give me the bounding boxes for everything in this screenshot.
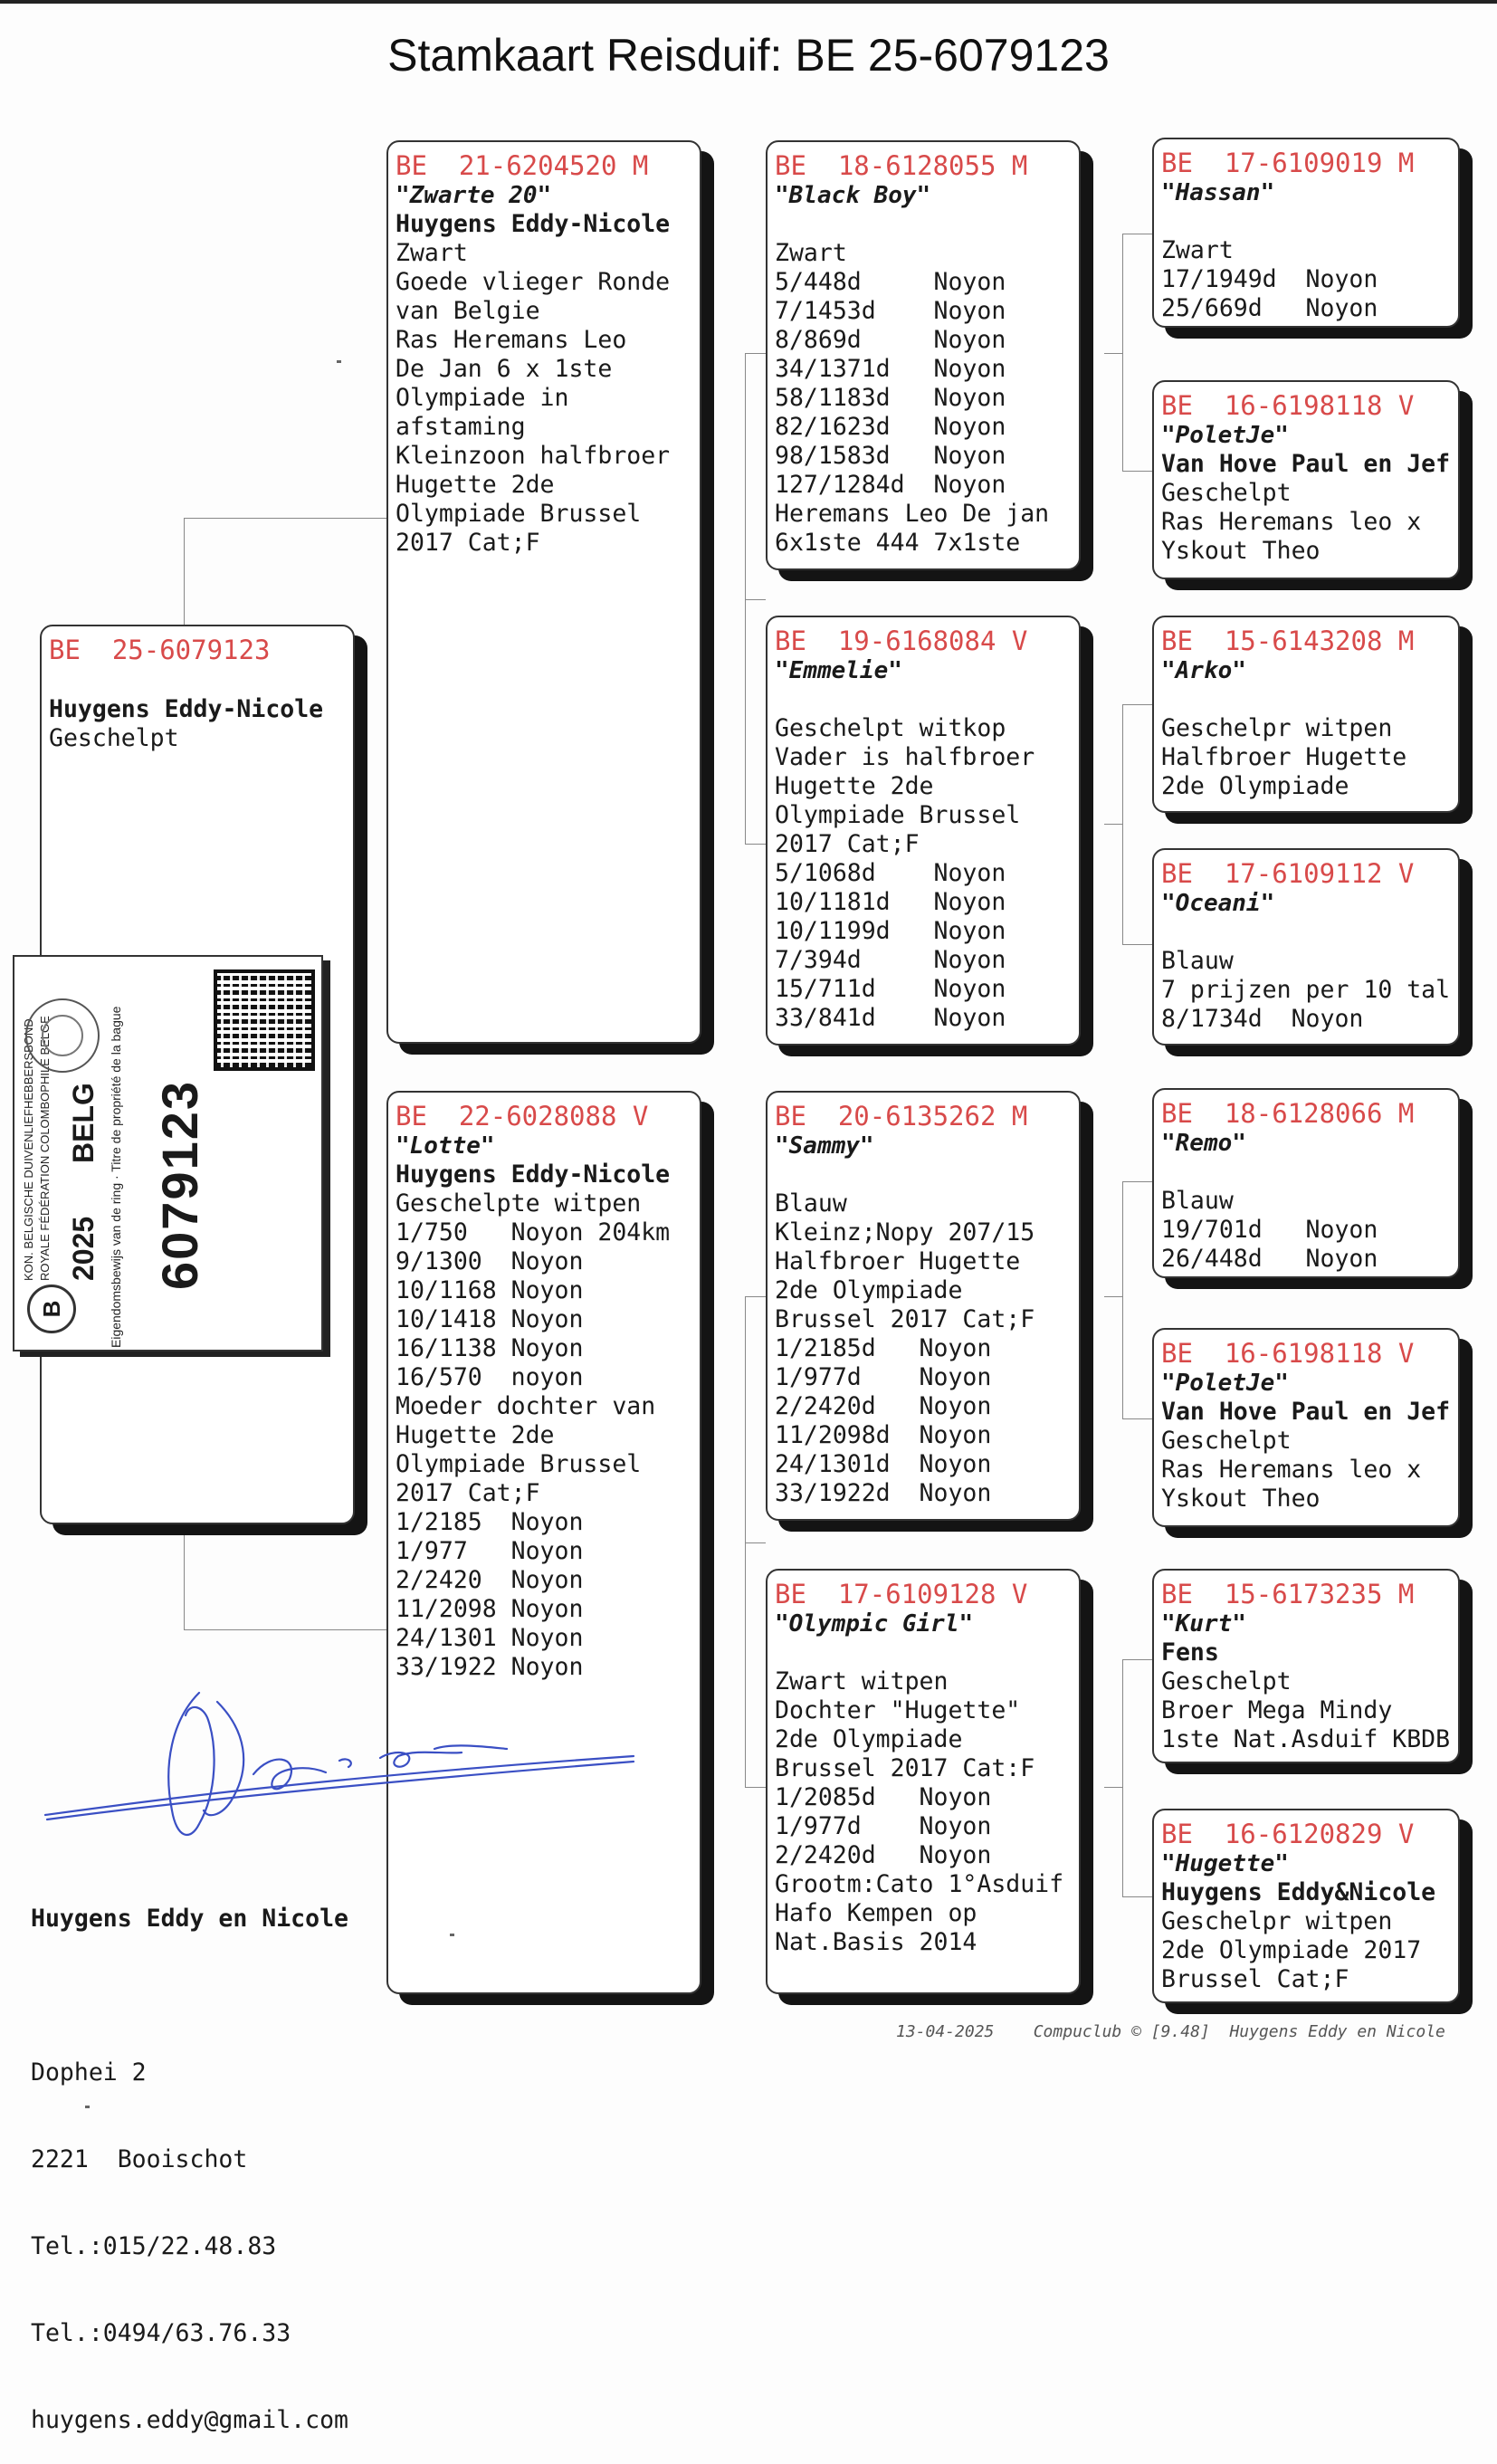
top-border [0,0,1497,4]
connector [745,599,766,600]
card-line: Blauw [1161,1187,1234,1215]
card-line: 2017 Cat;F [396,529,540,557]
card-line: Ras Heremans Leo [396,326,627,354]
ring-number: BE 17-6109128 V [775,1579,1028,1609]
card-line: Yskout Theo [1161,537,1321,565]
card-line: 17/1949d Noyon [1161,265,1378,293]
connector [745,1542,766,1543]
card-line: 2/2420d Noyon [775,1392,992,1420]
pigeon-card-sss [1152,138,1460,328]
card-line: Van Hove Paul en Jef [1161,450,1451,478]
card-line: 15/711d Noyon [775,975,1006,1003]
card-line: 25/669d Noyon [1161,294,1378,322]
card-line: 1/2185 Noyon [396,1508,584,1536]
pigeon-name: "Sammy" [775,1132,874,1160]
pigeon-name: "Lotte" [396,1132,495,1160]
card-line: Grootm:Cato 1°Asduif [775,1870,1064,1898]
connector [745,599,746,844]
card-line: Geschelpt [1161,1667,1292,1695]
connector [1122,1181,1123,1418]
card-line: Olympiade in [396,384,569,412]
pigeon-card-sds [1152,616,1460,813]
kbdb-logo: B [27,1285,76,1333]
card-line: Brussel Cat;F [1161,1965,1349,1993]
federation-emblem-icon [25,998,100,1073]
card-line: 1/977 Noyon [396,1537,584,1565]
card-line: Halfbroer Hugette [775,1247,1021,1275]
ring-number: BE 20-6135262 M [775,1101,1028,1132]
card-line: Nat.Basis 2014 [775,1928,977,1956]
card-line: Zwart witpen [775,1667,949,1695]
pigeon-name: "Hugette" [1161,1850,1289,1877]
card-line: afstaming [396,413,526,441]
signature-icon [36,1666,652,1847]
pigeon-name: "PoletJe" [1161,1370,1289,1397]
card-line: 24/1301d Noyon [775,1450,992,1478]
card-line: 2/2420d Noyon [775,1841,992,1869]
card-line: 1/750 Noyon 204km [396,1218,671,1246]
connector [1122,471,1152,472]
connector [1122,1418,1152,1419]
card-line: Hugette 2de [396,1421,555,1449]
card-line: 2de Olympiade 2017 [1161,1936,1422,1964]
card-line: Broer Mega Mindy [1161,1696,1393,1724]
card-line: Fens [1161,1638,1219,1667]
owner-phone: Tel.:015/22.48.83 [31,2232,277,2260]
card-line: Moeder dochter van [396,1392,656,1420]
card-line: Zwart [396,239,468,267]
connector [1122,704,1152,705]
card-line: 34/1371d Noyon [775,355,1006,383]
pigeon-name: "Arko" [1161,657,1246,684]
scan-speck [337,360,341,363]
card-line: Blauw [775,1189,847,1218]
card-line: Kleinzoon halfbroer [396,442,671,470]
pigeon-name: "Remo" [1161,1130,1246,1157]
card-line: 33/1922d Noyon [775,1479,992,1507]
card-line: 1ste Nat.Asduif KBDB [1161,1725,1451,1753]
connector [745,844,766,845]
card-line: Kleinz;Nopy 207/15 [775,1218,1035,1246]
card-line: Huygens Eddy&Nicole [1161,1878,1436,1906]
owner-email: huygens.eddy@gmail.com [31,2406,348,2434]
card-line: Olympiade Brussel [396,500,642,528]
owner-name: Huygens Eddy en Nicole [31,1905,348,1933]
certificate-org-nl: KON. BELGISCHE DUIVENLIEFHEBBERSBOND [22,1018,35,1281]
card-line: 7 prijzen per 10 tal [1161,976,1451,1004]
footer-credits: 13-04-2025 Compuclub © [9.48] Huygens Eddy en Nicole [896,2022,1445,2041]
connector [1122,944,1152,945]
card-line: Huygens Eddy-Nicole [396,210,671,238]
card-line: Hafo Kempen op [775,1899,977,1927]
connector [745,1296,746,1542]
owner-mobile: Tel.:0494/63.76.33 [31,2319,291,2347]
card-line: Geschelpr witpen [1161,714,1393,742]
card-line: 2/2420 Noyon [396,1566,584,1594]
pigeon-name: "Oceani" [1161,890,1275,917]
ring-number: BE 17-6109019 M [1161,148,1415,178]
scan-speck [85,2106,90,2108]
card-line: Geschelpt [1161,479,1292,507]
card-line: 19/701d Noyon [1161,1216,1378,1244]
pigeon-name: "Hassan" [1161,179,1275,206]
pigeon-card-ddd [1152,1809,1460,2003]
card-line: 127/1284d Noyon [775,471,1006,499]
certificate-country: BELG [67,1083,100,1163]
card-line: Ras Heremans leo x [1161,1456,1422,1484]
connector [1104,353,1122,354]
card-line: 1/2185d Noyon [775,1334,992,1362]
card-line: Zwart [1161,236,1234,264]
pigeon-card-sdd [1152,848,1460,1046]
pigeon-name: "Black Boy" [775,182,931,209]
pigeon-card-dam [386,1091,701,1994]
card-line: Dochter "Hugette" [775,1696,1021,1724]
card-line: 16/570 noyon [396,1363,584,1391]
card-line: 10/1181d Noyon [775,888,1006,916]
card-line: De Jan 6 x 1ste [396,355,613,383]
card-line: 2de Olympiade [1161,772,1349,800]
card-line: Geschelpt [49,724,179,752]
pigeon-name: "Kurt" [1161,1610,1246,1638]
ring-number: BE 16-6198118 V [1161,390,1415,421]
ring-certificate [13,955,323,1351]
certificate-ownership: Eigendomsbewijs van de ring · Titre de propriété de la bague [109,1006,123,1348]
connector [1122,1181,1152,1182]
card-line: Geschelpt [1161,1427,1292,1455]
card-line: 24/1301 Noyon [396,1624,584,1652]
owner-address [31,1847,348,2464]
pigeon-card-sire-dam [766,616,1081,1046]
card-line: Blauw [1161,947,1234,975]
card-line: Geschelpt witkop [775,714,1006,742]
card-line: Van Hove Paul en Jef [1161,1398,1451,1426]
certificate-ring-number: 6079123 [151,1079,208,1290]
pigeon-card-sire [386,140,701,1044]
pigeon-name: "Zwarte 20" [396,182,552,209]
pigeon-card-ssd [1152,380,1460,579]
connector [184,1629,386,1630]
connector [1104,1296,1122,1297]
card-line: 1/977d Noyon [775,1812,992,1840]
card-line: Goede vlieger Ronde [396,268,671,296]
connector [184,518,386,519]
card-line: 82/1623d Noyon [775,413,1006,441]
card-line: 10/1199d Noyon [775,917,1006,945]
ring-number: BE 25-6079123 [49,635,271,665]
card-line: Hugette 2de [396,471,555,499]
card-line: Olympiade Brussel [396,1450,642,1478]
card-line: Huygens Eddy-Nicole [49,695,324,723]
card-line: 8/1734d Noyon [1161,1005,1364,1033]
card-line: 10/1168 Noyon [396,1276,584,1304]
connector [1122,1659,1123,1896]
card-line: van Belgie [396,297,540,325]
pigeon-name: "Olympic Girl" [775,1610,974,1638]
connector [184,518,185,628]
connector [745,1296,766,1297]
owner-city: 2221 Booischot [31,2145,248,2173]
card-line: 11/2098 Noyon [396,1595,584,1623]
card-line: 8/869d Noyon [775,326,1006,354]
ring-number: BE 16-6120829 V [1161,1819,1415,1849]
pigeon-card-dsd [1152,1328,1460,1527]
pigeon-name: "PoletJe" [1161,422,1289,449]
pigeon-card-dss [1152,1088,1460,1278]
connector [745,353,766,354]
card-line: 1/977d Noyon [775,1363,992,1391]
card-line: 58/1183d Noyon [775,384,1006,412]
card-line: Vader is halfbroer [775,743,1035,771]
card-line: 2de Olympiade [775,1725,963,1753]
connector [1122,1896,1152,1897]
ring-number: BE 19-6168084 V [775,626,1028,656]
certificate-org-fr: ROYALE FÉDÉRATION COLOMBOPHILE BELGE [38,1016,52,1281]
card-line: 2017 Cat;F [396,1479,540,1507]
connector [1122,704,1123,944]
card-line: 9/1300 Noyon [396,1247,584,1275]
qr-code-icon [214,969,315,1071]
ring-number: BE 18-6128055 M [775,150,1028,181]
card-line: Hugette 2de [775,772,934,800]
card-line: Halfbroer Hugette [1161,743,1407,771]
card-line: Brussel 2017 Cat:F [775,1754,1035,1782]
card-line: Zwart [775,239,847,267]
card-line: 7/394d Noyon [775,946,1006,974]
card-line: Olympiade Brussel [775,801,1021,829]
card-line: 10/1418 Noyon [396,1305,584,1333]
ring-number: BE 17-6109112 V [1161,858,1415,889]
ring-number: BE 21-6204520 M [396,150,649,181]
card-line: 7/1453d Noyon [775,297,1006,325]
connector [1104,1787,1122,1788]
card-line: 1/2085d Noyon [775,1783,992,1811]
pigeon-card-dam-sire [766,1091,1081,1521]
card-line: 5/1068d Noyon [775,859,1006,887]
card-line: 98/1583d Noyon [775,442,1006,470]
ring-number: BE 15-6143208 M [1161,626,1415,656]
card-line: Geschelpte witpen [396,1189,642,1218]
pigeon-card-sire-sire [766,140,1081,570]
certificate-year: 2025 [67,1216,100,1281]
card-line: 5/448d Noyon [775,268,1006,296]
owner-street: Dophei 2 [31,2058,147,2087]
connector [1104,824,1122,825]
connector [745,1542,746,1787]
page-title: Stamkaart Reisduif: BE 25-6079123 [387,30,1110,81]
card-line: Huygens Eddy-Nicole [396,1160,671,1189]
card-line: 11/2098d Noyon [775,1421,992,1449]
card-line: Yskout Theo [1161,1485,1321,1513]
connector [745,1787,766,1788]
card-line: Heremans Leo De jan [775,500,1050,528]
connector [1122,234,1123,471]
ring-number: BE 18-6128066 M [1161,1098,1415,1129]
pigeon-name: "Emmelie" [775,657,902,684]
card-line: 2de Olympiade [775,1276,963,1304]
scan-speck [450,1934,454,1936]
card-line: 26/448d Noyon [1161,1245,1378,1273]
ring-number: BE 15-6173235 M [1161,1579,1415,1609]
connector [1122,1659,1152,1660]
connector [745,353,746,599]
pigeon-card-dam-dam [766,1569,1081,1994]
card-line: Brussel 2017 Cat;F [775,1305,1035,1333]
card-line: 6x1ste 444 7x1ste [775,529,1021,557]
card-line: 2017 Cat;F [775,830,920,858]
card-line: Geschelpr witpen [1161,1907,1393,1935]
card-line: Ras Heremans leo x [1161,508,1422,536]
pigeon-card-dds [1152,1569,1460,1763]
card-line: 33/1922 Noyon [396,1653,584,1681]
card-line: 33/841d Noyon [775,1004,1006,1032]
ring-number: BE 16-6198118 V [1161,1338,1415,1369]
card-line: 16/1138 Noyon [396,1334,584,1362]
ring-number: BE 22-6028088 V [396,1101,649,1132]
